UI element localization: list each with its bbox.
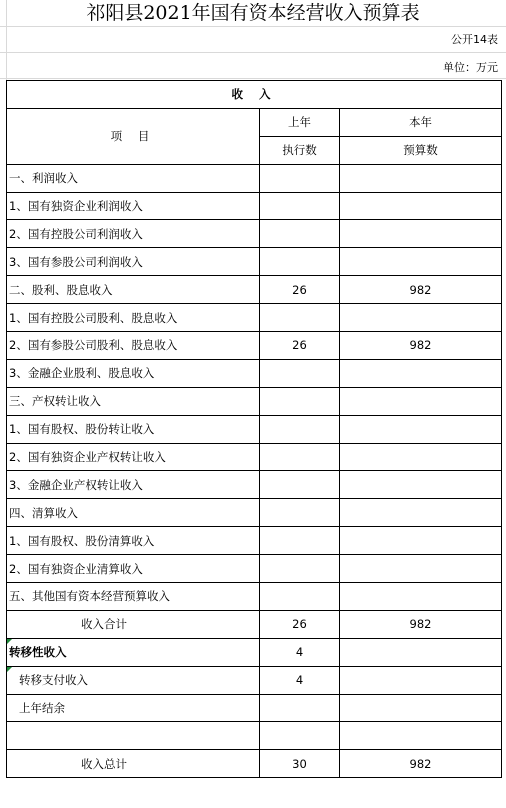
unit-label: 单位：万元: [443, 61, 498, 74]
last-year-value: [260, 415, 340, 443]
this-year-value: 982: [340, 276, 502, 304]
row-label: [7, 387, 260, 415]
this-year-value: [340, 694, 502, 722]
last-year-value: [260, 443, 340, 471]
last-year-value: [260, 304, 340, 332]
this-year-subheader: 预算数: [340, 136, 502, 164]
row-label: [7, 192, 260, 220]
row-label: [7, 248, 260, 276]
this-year-value: [340, 248, 502, 276]
last-year-value: 26: [260, 610, 340, 638]
row-label: [7, 583, 260, 611]
row-label: [7, 471, 260, 499]
table-row: [7, 387, 502, 415]
last-year-value: 26: [260, 332, 340, 360]
row-label: [7, 638, 260, 666]
this-year-value: [340, 638, 502, 666]
this-year-value: [340, 220, 502, 248]
row-label-text: 2、国有控股公司利润收入: [9, 226, 143, 241]
row-label-text: 转移支付收入: [19, 673, 88, 688]
last-year-value: [260, 164, 340, 192]
income-budget-table: [6, 80, 502, 778]
this-year-value: [340, 527, 502, 555]
last-year-value: [260, 694, 340, 722]
item-header: 项 目: [7, 108, 260, 164]
last-year-value: [260, 583, 340, 611]
table-row: [7, 443, 502, 471]
gridline: [0, 78, 506, 79]
table-row: [7, 527, 502, 555]
table-row: [7, 415, 502, 443]
row-label-text: 四、清算收入: [9, 505, 78, 520]
this-year-value: [340, 443, 502, 471]
this-year-value: [340, 192, 502, 220]
last-year-value: 4: [260, 638, 340, 666]
row-label-text: 3、国有参股公司利润收入: [9, 254, 143, 269]
row-label: [7, 164, 260, 192]
row-label-text: 上年结余: [19, 701, 65, 716]
row-label: [7, 359, 260, 387]
table-row: [7, 248, 502, 276]
last-year-value: [260, 555, 340, 583]
last-year-value: [260, 192, 340, 220]
row-label-text: 2、国有独资企业产权转让收入: [9, 450, 166, 465]
table-row: [7, 638, 502, 666]
table-row: [7, 666, 502, 694]
row-label: [7, 610, 260, 638]
row-label: [7, 332, 260, 360]
table-row: [7, 555, 502, 583]
table-row: [7, 583, 502, 611]
row-label-text: 3、金融企业股利、股息收入: [9, 366, 155, 381]
row-label: [7, 220, 260, 248]
this-year-value: [340, 415, 502, 443]
row-label-text: 收入合计: [81, 617, 127, 632]
this-year-value: [340, 499, 502, 527]
last-year-value: [260, 471, 340, 499]
row-label: [7, 276, 260, 304]
last-year-header: 上年: [260, 108, 340, 136]
page-title: 祁阳县2021年国有资本经营收入预算表: [86, 2, 420, 24]
row-label: [7, 527, 260, 555]
row-label-text: 一、利润收入: [9, 171, 78, 186]
last-year-value: [260, 220, 340, 248]
row-label-text: 转移性收入: [9, 645, 67, 660]
table-row: [7, 192, 502, 220]
last-year-value: [260, 248, 340, 276]
row-label-text: 1、国有股权、股份清算收入: [9, 533, 155, 548]
table-row: [7, 220, 502, 248]
row-label: [7, 750, 260, 778]
last-year-value: [260, 499, 340, 527]
table-header-row: [7, 81, 502, 109]
this-year-value: [340, 359, 502, 387]
table-row: [7, 471, 502, 499]
table-row: [7, 359, 502, 387]
row-label-text: 二、股利、股息收入: [9, 282, 113, 297]
last-year-value: [260, 359, 340, 387]
row-label-text: 1、国有股权、股份转让收入: [9, 422, 155, 437]
this-year-value: 982: [340, 750, 502, 778]
this-year-value: [340, 471, 502, 499]
table-tag: 公开14表: [451, 33, 498, 46]
table-row: [7, 499, 502, 527]
this-year-header: 本年: [340, 108, 502, 136]
last-year-value: [260, 722, 340, 750]
table-row: [7, 164, 502, 192]
row-label-text: 五、其他国有资本经营预算收入: [9, 589, 170, 604]
this-year-value: [340, 555, 502, 583]
row-label-text: 1、国有控股公司股利、股息收入: [9, 310, 178, 325]
table-row: [7, 276, 502, 304]
table-row: [7, 610, 502, 638]
last-year-subheader: 执行数: [260, 136, 340, 164]
row-label: [7, 555, 260, 583]
this-year-value: [340, 666, 502, 694]
row-label: [7, 415, 260, 443]
this-year-value: [340, 583, 502, 611]
gridline: [0, 52, 506, 53]
table-row: [7, 332, 502, 360]
last-year-value: 26: [260, 276, 340, 304]
this-year-value: [340, 387, 502, 415]
row-label: [7, 722, 260, 750]
table-row: [7, 750, 502, 778]
this-year-value: [340, 164, 502, 192]
row-label-text: 3、金融企业产权转让收入: [9, 477, 143, 492]
income-header: 收 入: [7, 81, 502, 109]
row-label: [7, 694, 260, 722]
row-label-text: 收入总计: [81, 756, 127, 771]
this-year-value: [340, 722, 502, 750]
row-label-text: 1、国有独资企业利润收入: [9, 199, 143, 213]
last-year-value: 4: [260, 666, 340, 694]
table-header-row: [7, 108, 502, 136]
row-label: [7, 499, 260, 527]
row-label-text: 三、产权转让收入: [9, 394, 101, 409]
table-row: [7, 722, 502, 750]
cell-marker-icon: [7, 667, 12, 672]
this-year-value: 982: [340, 610, 502, 638]
this-year-value: 982: [340, 332, 502, 360]
last-year-value: [260, 387, 340, 415]
table-row: [7, 304, 502, 332]
gridline: [0, 26, 506, 27]
this-year-value: [340, 304, 502, 332]
last-year-value: 30: [260, 750, 340, 778]
row-label-text: 2、国有独资企业清算收入: [9, 561, 143, 576]
row-label: [7, 443, 260, 471]
cell-marker-icon: [7, 639, 12, 644]
row-label: [7, 666, 260, 694]
row-label-text: 2、国有参股公司股利、股息收入: [9, 338, 178, 353]
table-row: [7, 694, 502, 722]
row-label: [7, 304, 260, 332]
last-year-value: [260, 527, 340, 555]
